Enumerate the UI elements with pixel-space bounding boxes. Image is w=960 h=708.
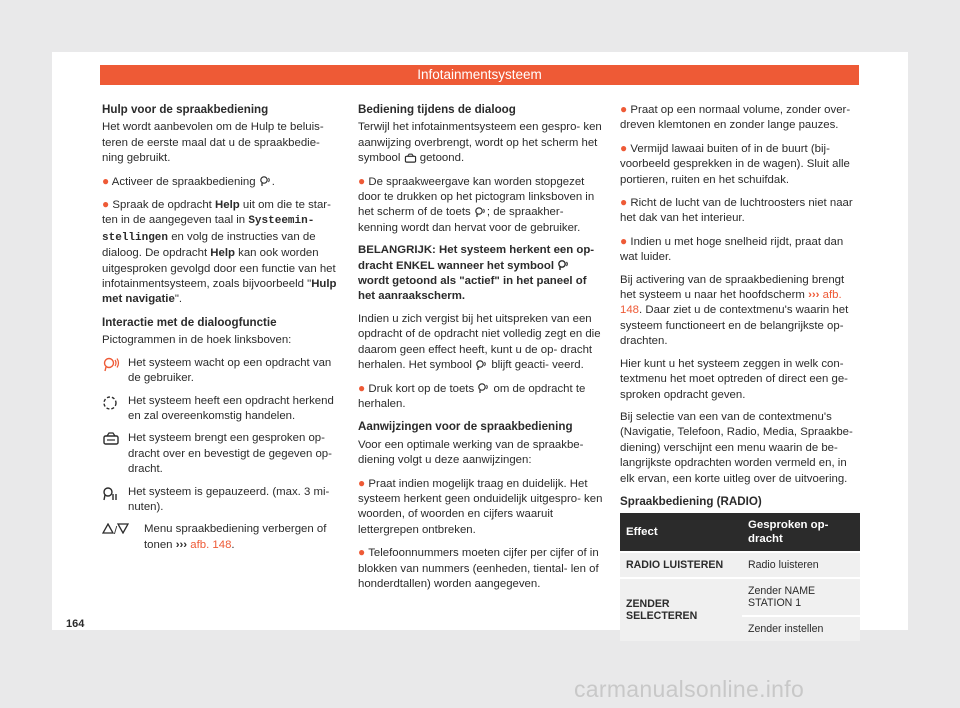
column-1 [102,102,342,560]
bullet-item: ● Praat indien mogelijk traag en duidelijk. Het systeem herkent geen onduidelijk uitgespro- ken woorden, of woorden en cijfers waaruit lettergrepen ontbreken. [358,475,603,536]
paragraph: Pictogrammen in de hoek linksboven: [102,334,292,347]
voice-icon [477,383,490,394]
icon-legend-row: Het systeem heeft een opdracht herkend en zal overeenkomstig handelen. [102,394,342,425]
important-note: BELANGRIJK: Het systeem herkent een op- dracht ENKEL wanneer het symbool wordt getoond als "actief" in het paneel of het aanraakscherm. [358,244,595,303]
bullet-item: ● Vermijd lawaai buiten of in de buurt (bij- voorbeeld gesprekken in de wagen). Sluit alle portieren, ruiten en het schuifdak. [620,140,850,186]
bullet-item: ● Praat op een normaal volume, zonder over- dreven klemtonen en zonder lange pauzes. [620,102,851,132]
voice-icon [557,260,570,271]
table-cell: Radio luisteren [742,552,860,578]
paragraph: Bij selectie van een van de contextmenu's (Navigatie, Telefoon, Radio, Media, Spraakbe- diening) verschijnt een menu waarin de be- langrijkste opdrachten worden vermeld en, in elk ervan, een korte uitleg over de uitvoering. [620,410,853,485]
heading-voice-help: Hulp voor de spraakbediening [102,103,269,116]
bullet-dot: ● [102,197,110,212]
voice-icon [475,360,488,371]
bullet-item: ● Telefoonnummers moeten cijfer per cijfer of in blokken van nummers (eenheden, tiental- len of honderdtallen) worden aangegeven. [358,545,599,590]
paragraph: Het wordt aanbevolen om de Hulp te beluis- teren de eerste maal dat u de spraakbedie- ning gebruikt. [102,121,324,165]
bullet-item: ● Activeer de spraakbediening . [102,173,275,188]
voice-icon [259,176,272,187]
icon-legend-row: Het systeem wacht op een opdracht van de gebruiker. [102,356,342,387]
bullet-item: ● Indien u met hoge snelheid rijdt, praat dan wat luider. [620,233,844,264]
bullet-dot: ● [620,140,628,155]
bullet-dot: ● [358,380,366,395]
page-number: 164 [66,618,85,630]
paragraph: Hier kunt u het systeem zeggen in welk con- textmenu het moet optreden of direct een ge- sproken opdracht geven. [620,357,848,401]
paragraph: Terwijl het infotainmentsysteem een gespro- ken aanwijzing overbrengt, wordt op het scherm het symbool getoond. [358,121,602,165]
bullet-dot: ● [102,173,110,188]
table-cell: Zender instellen [742,616,860,641]
paused-icon [102,486,118,502]
heading-dialog-operation: Bediening tijdens de dialoog [358,103,516,116]
icon-legend-row: / Menu spraakbediening verbergen of tonen ››› afb. 148. [102,522,342,553]
voice-waiting-icon [102,357,120,373]
voice-commands-table [620,513,860,641]
table-cell: ZENDER SELECTEREN [620,578,742,641]
bullet-dot: ● [358,545,366,560]
bullet-dot: ● [620,195,628,210]
speaking-icon [404,153,417,164]
table-row [620,552,860,578]
table-header: Effect [620,513,742,552]
figure-reference-link[interactable]: afb. 148 [190,538,232,551]
table-cell: Zender NAME STATION 1 [742,578,860,616]
column-3 [620,102,860,641]
triangle-down-icon [117,523,129,534]
icon-legend-row: Het systeem is gepauzeerd. (max. 3 mi- nuten). [102,485,342,516]
bullet-dot: ● [620,233,628,248]
bullet-item: ● Druk kort op de toets om de opdracht te herhalen. [358,380,586,410]
bullet-dot: ● [358,173,366,188]
bullet-dot: ● [620,102,628,116]
table-header: Gesproken op- dracht [742,513,860,552]
processing-icon [102,395,118,411]
table-row [620,578,860,616]
heading-radio-voice: Spraakbediening (RADIO) [620,494,762,508]
bullet-item: ● Spraak de opdracht Help uit om die te star- ten in de aangegeven taal in Systeemin- stellingen en volg de instructies van de dialoog. De opdracht Help kan ook worden uitgesproken gevolgd door een functie van het infotainmentsysteem, zoals bijvoorbeeld "Hulp met navigatie". [102,197,337,306]
bullet-item: ● De spraakweergave kan worden stopgezet door te drukken op het pictogram linksboven in het scherm of de toets ; de spraakher- kenning wordt dan hervat voor de gebruiker. [358,173,595,234]
paragraph: Bij activering van de spraakbediening brengt het systeem u naar het hoofdscherm ››› afb. 148. Daar ziet u de contextmenu's waarin het systeem functioneert en de belangrijkste op- drachten. [620,273,849,348]
heading-dialog-interaction: Interactie met de dialoogfunctie [102,315,277,329]
watermark: carmanualsonline.info [574,676,805,702]
heading-voice-tips: Aanwijzingen voor de spraakbediening [358,420,573,434]
table-cell: RADIO LUISTEREN [620,552,742,578]
manual-page [52,52,908,636]
paragraph: Voor een optimale werking van de spraakbe- diening volgt u deze aanwijzingen: [358,438,584,467]
section-header: Infotainmentsysteem [100,65,859,85]
table-header-row [620,513,860,552]
triangle-up-icon [102,523,114,534]
bullet-item: ● Richt de lucht van de luchtroosters niet naar het dak van het interieur. [620,195,853,225]
column-2 [358,102,603,599]
paragraph: Indien u zich vergist bij het uitspreken van een opdracht of de opdracht niet volledig zegt en die daarom geen effect heeft, kunt u de op- dracht herhalen. Het symbool blijft geacti- veerd. [358,312,601,372]
figure-reference-link[interactable]: afb. 148 [620,289,842,317]
voice-icon [474,207,487,218]
speaking-icon [102,432,120,446]
icon-legend-row: Het systeem brengt een gesproken op- dracht over en bevestigt de gegeven op- dracht. [102,431,342,477]
bullet-dot: ● [358,475,366,490]
